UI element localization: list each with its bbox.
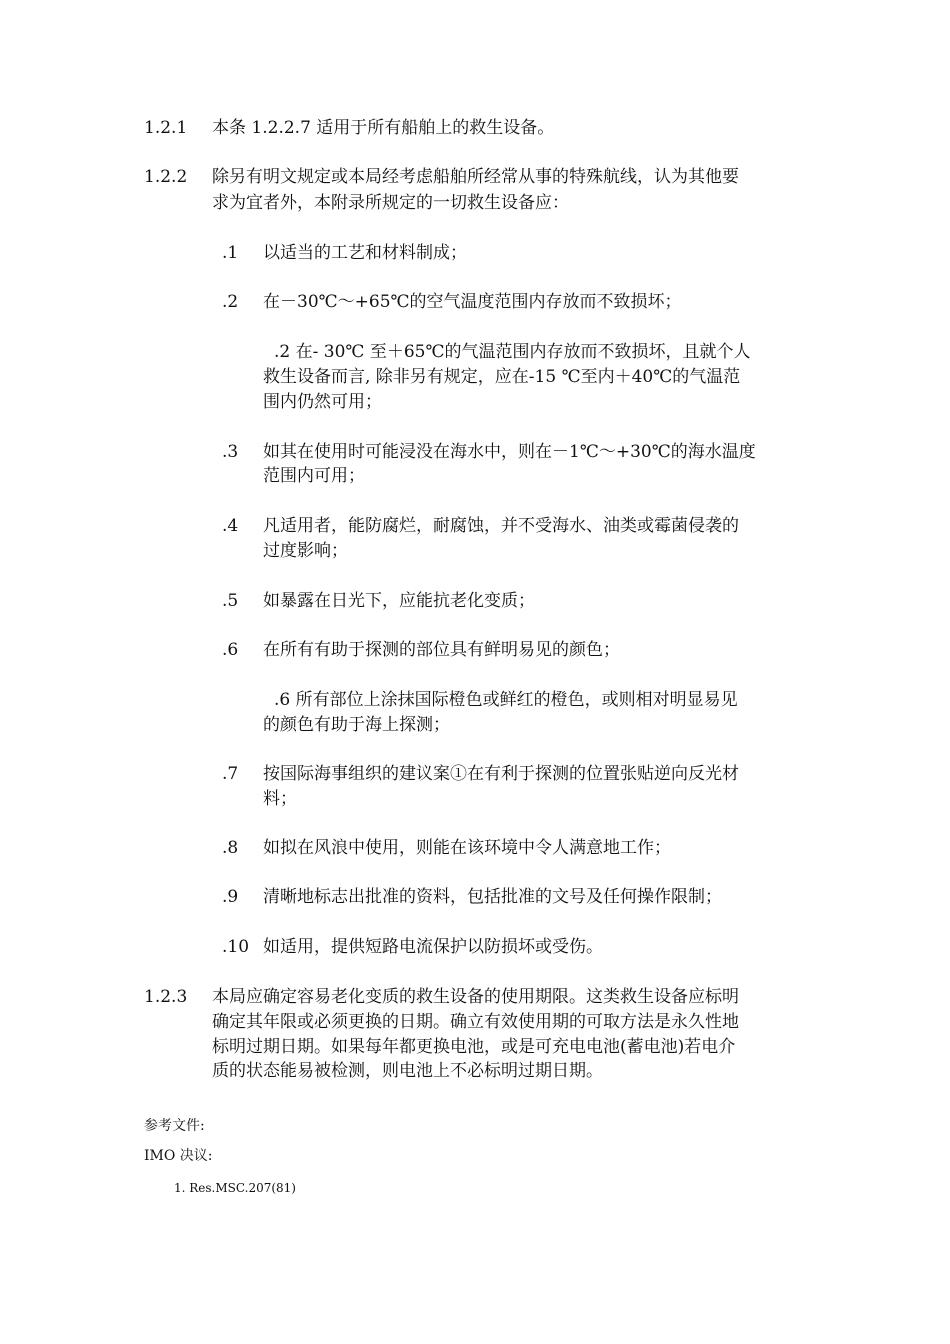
section-text: 本局应确定容易老化变质的救生设备的使用期限。这类救生设备应标明 [212,987,739,1007]
references-heading: 参考文件: [144,1118,205,1134]
section-text: 标明过期日期。如果每年都更换电池，或是可充电电池(蓄电池)若电介 [212,1037,736,1057]
item-number: .1 [222,243,239,263]
item-number: .3 [222,442,239,462]
item-text: 的颜色有助于海上探测； [263,715,450,735]
imo-resolutions-label: IMO 决议: [144,1148,213,1164]
item-text: 如适用，提供短路电流保护以防损坏或受伤。 [263,937,603,957]
item-text: 清晰地标志出批准的资料，包括批准的文号及任何操作限制； [263,887,722,907]
item-number: .10 [222,937,250,957]
item-text: 围内仍然可用； [263,392,382,412]
item-text: 料； [263,789,297,809]
item-text: 按国际海事组织的建议案①在有利于探测的位置张贴逆向反光材 [263,764,739,784]
section-text: 确定其年限或必须更换的日期。确立有效使用期的可取方法是永久性地 [212,1012,739,1032]
item-number: .6 [222,640,239,660]
item-text: 如拟在风浪中使用，则能在该环境中令人满意地工作； [263,838,671,858]
item-text: 如暴露在日光下，应能抗老化变质； [263,591,535,611]
section-text: 求为宜者外，本附录所规定的一切救生设备应： [212,193,569,213]
item-number: .8 [222,838,239,858]
item-number: .2 [222,292,239,312]
reference-item: 1. Res.MSC.207(81) [174,1181,296,1195]
item-text: 凡适用者，能防腐烂，耐腐蚀，并不受海水、油类或霉菌侵袭的 [263,516,739,536]
item-text: 在－30℃～+65℃的空气温度范围内存放而不致损坏； [263,292,682,312]
item-text: 如其在使用时可能浸没在海水中，则在－1℃～+30℃的海水温度 [263,442,756,462]
item-number: .9 [222,887,239,907]
section-text: 本条 1.2.2.7 适用于所有船舶上的救生设备。 [212,118,555,138]
section-number: 1.2.2 [144,167,188,187]
item-text: 范围内可用； [263,466,365,486]
section-text: 质的状态能易被检测，则电池上不必标明过期日期。 [212,1061,603,1081]
item-text: .2 在- 30℃ 至＋65℃的气温范围内存放而不致损坏，且就个人 [274,342,751,362]
item-number: .7 [222,764,239,784]
item-text: .6 所有部位上涂抹国际橙色或鲜红的橙色，或则相对明显易见 [274,690,738,710]
item-text: 过度影响； [263,541,348,561]
item-number: .4 [222,516,239,536]
item-text: 在所有有助于探测的部位具有鲜明易见的颜色； [263,640,620,660]
section-number: 1.2.1 [144,118,188,138]
item-number: .5 [222,591,239,611]
section-text: 除另有明文规定或本局经考虑船舶所经常从事的特殊航线，认为其他要 [212,167,739,187]
item-text: 救生设备而言, 除非另有规定，应在-15 ℃至内＋40℃的气温范 [263,367,741,387]
section-number: 1.2.3 [144,987,188,1007]
item-text: 以适当的工艺和材料制成； [263,243,467,263]
